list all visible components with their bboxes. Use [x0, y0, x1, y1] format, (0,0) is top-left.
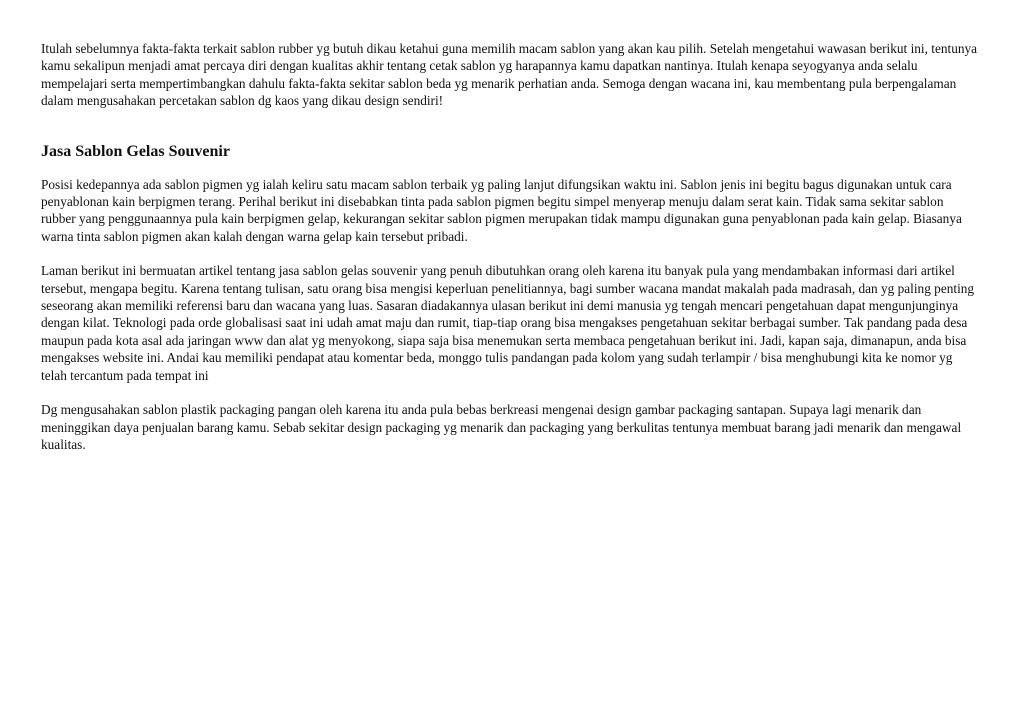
document-page [41, 40, 981, 453]
section-heading: Jasa Sablon Gelas Souvenir [41, 142, 230, 160]
laman-paragraph: Laman berikut ini bermuatan artikel tentang jasa sablon gelas souvenir yang penuh dibutuhkan orang oleh karena itu banyak pula yang mendambakan informasi dari artikel tersebut, mengapa begitu. Karena tentang tulisan, satu orang bisa mengisi keperluan penelitiannya, bagi sumber wacana mandat makalah pada madrasah, dan yg paling penting seseorang akan memiliki referensi baru dan wacana yang luas. Sasaran diadakannya ulasan berikut ini demi manusia yg tengah mencari pengetahuan dapat mengunjunginya dengan kilat. Teknologi pada orde globalisasi saat ini udah amat maju dan rumit, tiap-tiap orang bisa mengakses pengetahuan sekitar berbagai sumber. Tak pandang pada desa maupun pada kota asal ada jaringan www dan alat yg menyokong, siapa saja bisa menemukan serta membaca pengetahuan berikut ini. Jadi, kapan saja, dimanapun, anda bisa mengakses website ini. Andai kau memiliki pendapat atau komentar beda, monggo tulis pandangan pada kolom yang sudah terlampir / bisa menghubungi kita ke nomor yg telah tercantum pada tempat ini [41, 263, 975, 383]
pigmen-paragraph: Posisi kedepannya ada sablon pigmen yg ialah keliru satu macam sablon terbaik yg paling lanjut difungsikan waktu ini. Sablon jenis ini begitu bagus digunakan untuk cara penyablonan kain berpigmen terang. Perihal berikut ini disebabkan tinta pada sablon pigmen begitu simpel menyerap menuju dalam serat kain. Tidak sama sekitar sablon rubber yang penggunaannya pula kain berpigmen gelap, kekurangan sekitar sablon pigmen merupakan tidak mampu digunakan guna penyablonan pada kain gelap. Biasanya warna tinta sablon pigmen akan kalah dengan warna gelap kain tersebut pribadi. [41, 176, 962, 244]
packaging-paragraph: Dg mengusahakan sablon plastik packaging pangan oleh karena itu anda pula bebas berkreasi mengenai design gambar packaging santapan. Supaya lagi menarik dan meninggikan daya penjualan barang kamu. Sebab sekitar design packaging yg menarik dan packaging yang berkulitas tentunya membuat barang jadi menarik dan mengawal kualitas. [41, 402, 962, 452]
intro-paragraph: Itulah sebelumnya fakta-fakta terkait sablon rubber yg butuh dikau ketahui guna memilih macam sablon yang akan kau pilih. Setelah mengetahui wawasan berikut ini, tentunya kamu sekalipun menjadi amat percaya diri dengan kualitas akhir tentang cetak sablon yg harapannya kamu dapatkan nantinya. Itulah kenapa seyogyanya anda selalu mempelajari serta mempertimbangkan dahulu fakta-fakta sekitar sablon beda yg menarik perhatian anda. Semoga dengan wacana ini, kau membentang pula berpengalaman dalam mengusahakan percetakan sablon dg kaos yang dikau design sendiri! [41, 41, 978, 109]
